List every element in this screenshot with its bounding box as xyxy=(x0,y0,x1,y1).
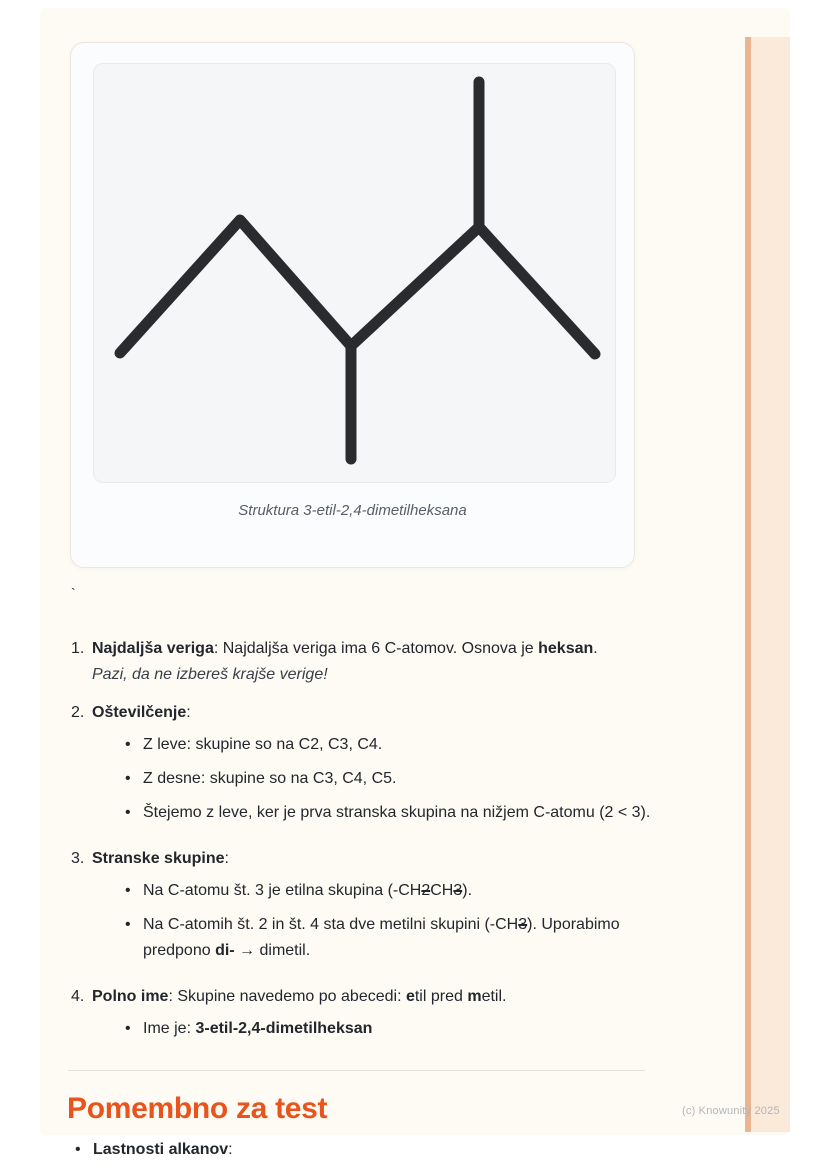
bullet-item xyxy=(92,800,653,826)
step-bullet-list xyxy=(92,878,653,964)
text-segment: Štejemo z leve, ker je prva stranska skupina na nižjem C-atomu (2 < 3). xyxy=(143,804,651,821)
bullet-item xyxy=(92,732,653,758)
step-body xyxy=(92,636,653,688)
text-segment: → dimetil. xyxy=(234,942,311,959)
text-segment: m xyxy=(467,988,482,1005)
bullet-dot-icon: • xyxy=(125,882,131,899)
step-body xyxy=(92,846,653,972)
molecule-skeletal-structure xyxy=(94,64,615,482)
bullet-text xyxy=(143,878,472,904)
text-segment: 2 xyxy=(421,882,431,899)
step-item xyxy=(71,846,653,972)
text-segment: ). xyxy=(462,882,473,899)
step-text xyxy=(92,984,653,1010)
text-segment: 3-etil-2,4-dimetilheksan xyxy=(195,1020,373,1037)
step-number: 3. xyxy=(71,850,85,867)
text-segment: Na C-atomu št. 3 je etilna skupina (-CH xyxy=(143,882,422,899)
bullet-text xyxy=(143,1016,372,1042)
section-divider xyxy=(68,1070,645,1071)
watermark: (c) Knowunity 2025 xyxy=(682,1105,780,1117)
bullet-item xyxy=(92,1016,653,1042)
step-bullet-list xyxy=(92,732,653,826)
text-segment: : xyxy=(224,850,229,867)
step-number: 2. xyxy=(71,704,85,721)
step-text xyxy=(92,846,653,872)
step-body xyxy=(92,700,653,834)
right-accent-stripe xyxy=(745,37,790,1132)
text-segment: 3 xyxy=(453,882,463,899)
step-text xyxy=(92,700,653,726)
step-text xyxy=(92,636,653,662)
text-segment: e xyxy=(405,988,415,1005)
bullet-text xyxy=(143,800,650,826)
text-segment: ). Uporabimo predpono xyxy=(143,916,620,959)
text-segment: : xyxy=(228,1141,233,1158)
bottom-bullet-list xyxy=(71,1137,653,1163)
text-segment: til pred xyxy=(414,988,468,1005)
stray-backtick: ` xyxy=(71,585,76,601)
text-segment: CH xyxy=(430,882,454,899)
molecule-bond-line xyxy=(120,220,595,354)
text-segment: etil. xyxy=(481,988,507,1005)
bullet-text xyxy=(143,912,653,964)
text-segment: Oštevilčenje xyxy=(92,704,187,721)
text-segment: Z leve: skupine so na C2, C3, C4. xyxy=(143,736,383,753)
figure-card xyxy=(70,42,635,568)
step-body xyxy=(92,984,653,1050)
text-segment: Z desne: skupine so na C3, C4, C5. xyxy=(143,770,397,787)
text-segment: Stranske skupine xyxy=(92,850,225,867)
text-segment: Polno ime xyxy=(92,988,169,1005)
text-segment: heksan xyxy=(538,640,594,657)
text-segment: : Skupine navedemo po abecedi: xyxy=(168,988,406,1005)
text-segment: di- xyxy=(215,942,235,959)
bullet-item xyxy=(92,766,653,792)
bullet-dot-icon: • xyxy=(125,736,131,753)
bullet-item xyxy=(71,1137,653,1163)
bullet-dot-icon: • xyxy=(75,1141,81,1158)
bullet-dot-icon: • xyxy=(125,1020,131,1037)
molecule-drawing-panel xyxy=(93,63,616,483)
text-segment: Najdaljša veriga xyxy=(92,640,214,657)
step-number: 1. xyxy=(71,640,85,657)
document-page xyxy=(40,8,790,1158)
step-item xyxy=(71,700,653,834)
text-segment: . xyxy=(593,640,598,657)
bullet-text xyxy=(143,766,396,792)
step-number: 4. xyxy=(71,988,85,1005)
document-content xyxy=(67,580,653,1171)
section-heading: Pomembno za test xyxy=(67,1092,328,1125)
bullet-dot-icon: • xyxy=(125,916,131,933)
bullet-item xyxy=(92,912,653,964)
bullet-dot-icon: • xyxy=(125,770,131,787)
step-bullet-list xyxy=(92,1016,653,1042)
step-note xyxy=(92,662,653,688)
step-item xyxy=(71,636,653,688)
step-item xyxy=(71,984,653,1050)
bullet-text xyxy=(93,1137,233,1163)
bullet-text xyxy=(143,732,382,758)
text-segment: Na C-atomih št. 2 in št. 4 sta dve metilni skupini (-CH xyxy=(143,916,519,933)
text-segment: Pazi, da ne izbereš krajše verige! xyxy=(92,666,328,683)
text-segment: : xyxy=(186,704,191,721)
text-segment: Lastnosti alkanov xyxy=(93,1141,229,1158)
text-segment: 3 xyxy=(518,916,528,933)
bullet-dot-icon: • xyxy=(125,804,131,821)
numbered-steps-list xyxy=(71,636,653,1050)
text-segment: Ime je: xyxy=(143,1020,196,1037)
bullet-item xyxy=(92,878,653,904)
figure-caption: Struktura 3-etil-2,4-dimetilheksana xyxy=(238,502,467,519)
text-segment: : Najdaljša veriga ima 6 C-atomov. Osnova je xyxy=(213,640,539,657)
